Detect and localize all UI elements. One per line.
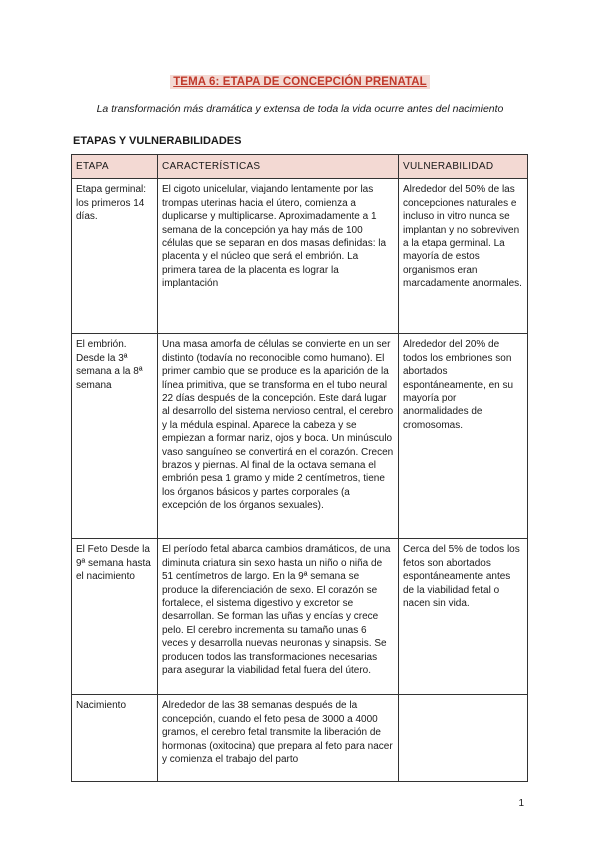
page-number: 1 (518, 798, 524, 809)
table-row (72, 539, 528, 695)
cell-stage: Nacimiento (72, 695, 158, 782)
cell-vulnerability: Cerca del 5% de todos los fetos son abortados espontáneamente antes de la viabilidad fetal o nacen sin vida. (399, 539, 528, 695)
page-title-wrapper (0, 72, 600, 90)
section-heading: ETAPAS Y VULNERABILIDADES (73, 135, 242, 147)
page-subtitle: La transformación más dramática y extensa de toda la vida ocurre antes del nacimiento (96, 103, 504, 115)
header-vulnerability: VULNERABILIDAD (399, 155, 528, 179)
cell-characteristics: El cigoto unicelular, viajando lentamente por las trompas uterinas hacia el útero, comienza a duplicarse y multiplicarse. Aproximadamente a 1 semana de la concepción ya hay más de 100 células que se separan en dos masas definidas: la placenta y el núcleo que será el embrión. La primera tarea de la placenta es lograr la implantación (158, 179, 399, 334)
cell-characteristics: El período fetal abarca cambios dramáticos, de una diminuta criatura sin sexo hasta un niño o niña de 51 centímetros de largo. En la 9ª semana se produce la diferenciación de sexo. El corazón se fortalece, el sistema digestivo y excretor se desarrollan. Se forman las uñas y encías y crece pelo. El cerebro incrementa su tamaño unas 6 veces y desarrolla nuevas neuronas y sinapsis. Se producen todos las transformaciones necesarias para asegurar la viabilidad fetal fuera del útero. (158, 539, 399, 695)
cell-vulnerability (399, 695, 528, 782)
stages-table (71, 154, 528, 782)
cell-vulnerability: Alrededor del 50% de las concepciones naturales e incluso in vitro nunca se implantan y no sobreviven a la etapa germinal. La mayoría de estos organismos eran marcadamente anormales. (399, 179, 528, 334)
cell-stage: El embrión. Desde la 3ª semana a la 8ª semana (72, 334, 158, 539)
header-stage: ETAPA (72, 155, 158, 179)
table-header-row (72, 155, 528, 179)
cell-characteristics: Alrededor de las 38 semanas después de la concepción, cuando el feto pesa de 3000 a 4000 gramos, el cerebro fetal transmite la liberación de hormonas (oxitocina) que prepara al feto para nacer y comienza el trabajo del parto (158, 695, 399, 782)
table-row (72, 179, 528, 334)
page-title: TEMA 6: ETAPA DE CONCEPCIÓN PRENATAL (170, 75, 430, 89)
cell-vulnerability: Alrededor del 20% de todos los embriones son abortados espontáneamente, en su mayoría por anormalidades de cromosomas. (399, 334, 528, 539)
cell-stage: El Feto Desde la 9ª semana hasta el nacimiento (72, 539, 158, 695)
table-row (72, 695, 528, 782)
table-row (72, 334, 528, 539)
header-characteristics: CARACTERÍSTICAS (158, 155, 399, 179)
cell-characteristics: Una masa amorfa de células se convierte en un ser distinto (todavía no reconocible como humano). El primer cambio que se produce es la aparición de la línea primitiva, que se transforma en el tubo neural 22 días después de la concepción. Este dará lugar al desarrollo del sistema nervioso central, el cerebro y la médula espinal. Aparece la cabeza y se empiezan a formar nariz, ojos y boca. Un minúsculo vaso sanguíneo se convertirá en el corazón. Crecen brazos y piernas. Al final de la octava semana el embrión pesa 1 gramo y mide 2 centímetros, tiene los órganos básicos y partes corporales (a excepción de los órganos sexuales). (158, 334, 399, 539)
cell-stage: Etapa germinal: los primeros 14 días. (72, 179, 158, 334)
